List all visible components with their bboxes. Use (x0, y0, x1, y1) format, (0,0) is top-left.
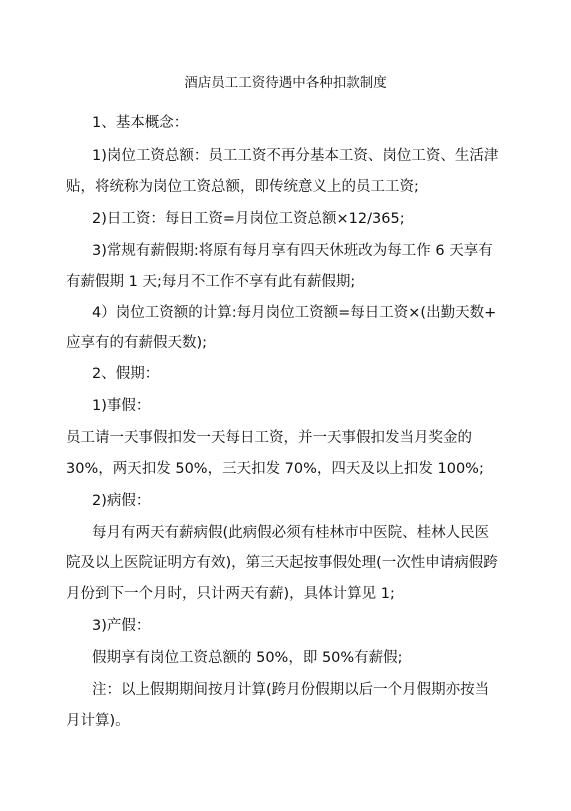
section-heading-basic-concepts: 1、基本概念： (92, 115, 189, 131)
paragraph-line: 4）岗位工资额的计算:每月岗位工资额=每日工资×(出勤天数+ (92, 305, 497, 321)
subheading-sick-leave: 2)病假： (92, 493, 151, 509)
note-line: 注：以上假期期间按月计算(跨月份假期以后一个月假期亦按当 (92, 682, 490, 698)
paragraph-line: 贴，将统称为岗位工资总额，即传统意义上的员工工资; (66, 179, 419, 195)
subheading-personal-leave: 1)事假： (92, 398, 151, 414)
paragraph-line: 1)岗位工资总额：员工工资不再分基本工资、岗位工资、生活津 (92, 148, 499, 164)
paragraph-line: 院及以上医院证明方有效)，第三天起按事假处理(一次性申请病假跨 (66, 555, 498, 571)
paragraph-line: 月份到下一个月时，只计两天有薪)，具体计算见 1; (66, 586, 395, 602)
section-heading-leave: 2、假期： (92, 366, 160, 382)
note-line: 月计算)。 (66, 713, 130, 729)
paragraph-line: 3)常规有薪假期:将原有每月享有四天休班改为每工作 6 天享有 (92, 243, 493, 259)
paragraph-line: 应享有的有薪假天数); (66, 335, 208, 351)
paragraph-line: 2)日工资：每日工资=月岗位工资总额×12/365; (92, 211, 405, 227)
subheading-maternity-leave: 3)产假： (92, 618, 151, 634)
paragraph-line: 有薪假期 1 天;每月不工作不享有此有薪假期; (66, 274, 356, 290)
paragraph-line: 30%，两天扣发 50%，三天扣发 70%，四天及以上扣发 100%; (66, 461, 484, 477)
paragraph-line: 员工请一天事假扣发一天每日工资，并一天事假扣发当月奖金的 (66, 430, 472, 446)
paragraph-line: 每月有两天有薪病假(此病假必须有桂林市中医院、桂林人民医 (92, 525, 490, 541)
paragraph-line: 假期享有岗位工资总额的 50%，即 50%有薪假; (92, 650, 403, 666)
document-title: 酒店员工工资待遇中各种扣款制度 (184, 75, 387, 91)
